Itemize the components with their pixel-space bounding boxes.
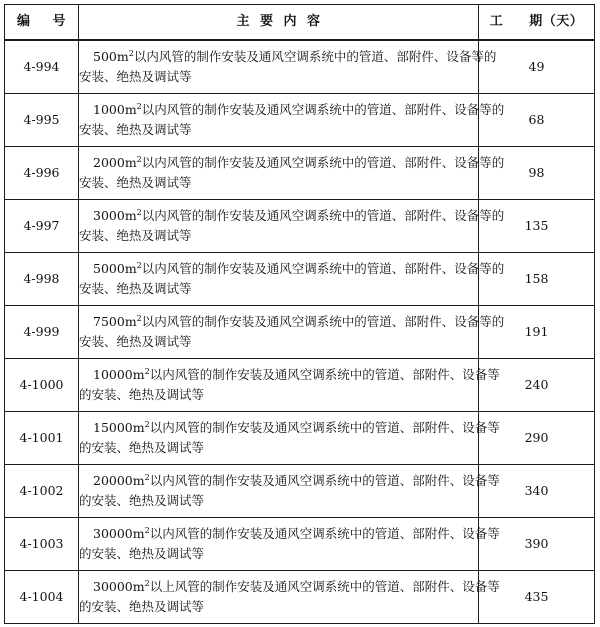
row-text-line1: 以内风管的制作安装及通风空调系统中的管道、部附件、设备等的 — [141, 260, 505, 276]
row-content-line1 — [79, 259, 505, 279]
table-row — [5, 146, 595, 199]
table-row — [5, 93, 595, 146]
row-unit-exponent: 2 — [144, 419, 150, 429]
row-area: 30000 — [93, 578, 133, 594]
row-days: 340 — [479, 464, 595, 517]
row-area: 2000 — [93, 154, 125, 170]
row-text-line2: 的安装、绝热及调试等 — [79, 386, 205, 402]
row-area: 10000 — [93, 366, 133, 382]
header-content-char: 内 — [283, 14, 298, 29]
row-days: 49 — [479, 40, 595, 93]
row-unit-exponent: 2 — [128, 48, 134, 58]
row-content — [79, 570, 500, 623]
header-days-part: 期（天） — [529, 14, 584, 29]
row-content-line1 — [79, 206, 505, 226]
header-content-char: 容 — [307, 14, 321, 29]
row-code: 4-998 — [5, 252, 79, 305]
row-text-line2: 安装、绝热及调试等 — [79, 227, 192, 243]
row-code: 4-997 — [5, 199, 79, 252]
row-code: 4-1002 — [5, 464, 79, 517]
construction-period-table — [4, 4, 595, 624]
table-body — [5, 40, 595, 623]
row-content — [79, 40, 497, 93]
row-text-line2: 安装、绝热及调试等 — [79, 121, 192, 137]
row-unit-exponent: 2 — [144, 578, 150, 588]
row-days: 290 — [479, 411, 595, 464]
row-code: 4-994 — [5, 40, 79, 93]
row-code: 4-1004 — [5, 570, 79, 623]
table-row — [5, 358, 595, 411]
header-days-part: 工 — [489, 14, 504, 29]
row-text-line2: 的安装、绝热及调试等 — [79, 598, 205, 614]
header-content-char: 主 — [236, 14, 250, 29]
row-code: 4-1003 — [5, 517, 79, 570]
row-text-line1: 以内风管的制作安装及通风空调系统中的管道、部附件、设备等的 — [133, 48, 497, 64]
row-code: 4-995 — [5, 93, 79, 146]
table-row — [5, 199, 595, 252]
row-content-line1 — [79, 47, 497, 67]
table-header — [5, 5, 595, 41]
row-code: 4-1000 — [5, 358, 79, 411]
row-content — [79, 199, 505, 252]
row-unit-exponent: 2 — [144, 366, 150, 376]
row-text-line1: 以上风管的制作安装及通风空调系统中的管道、部附件、设备等 — [149, 578, 500, 594]
row-unit-exponent: 2 — [144, 472, 150, 482]
row-unit-exponent: 2 — [136, 207, 142, 217]
row-content — [79, 517, 500, 570]
row-unit: m — [132, 525, 145, 541]
row-unit: m — [132, 472, 145, 488]
column-header-days — [479, 5, 595, 41]
table-row — [5, 570, 595, 623]
row-content-line1 — [79, 312, 505, 332]
row-text-line1: 以内风管的制作安装及通风空调系统中的管道、部附件、设备等的 — [141, 313, 505, 329]
row-text-line1: 以内风管的制作安装及通风空调系统中的管道、部附件、设备等 — [149, 366, 500, 382]
row-area: 20000 — [93, 472, 133, 488]
header-code-char: 号 — [52, 14, 66, 29]
row-days: 240 — [479, 358, 595, 411]
row-code: 4-1001 — [5, 411, 79, 464]
row-unit: m — [124, 260, 137, 276]
table-row — [5, 305, 595, 358]
row-text-line2: 安装、绝热及调试等 — [79, 333, 192, 349]
row-unit-exponent: 2 — [144, 525, 150, 535]
row-content — [79, 305, 505, 358]
table-row — [5, 517, 595, 570]
column-header-code — [5, 5, 79, 41]
row-unit: m — [132, 419, 145, 435]
row-content-line1 — [79, 418, 500, 438]
table-row — [5, 252, 595, 305]
row-content — [79, 146, 505, 199]
header-content-char: 要 — [259, 14, 274, 29]
row-unit: m — [124, 101, 137, 117]
row-unit-exponent: 2 — [136, 154, 142, 164]
row-content — [79, 93, 505, 146]
row-area: 30000 — [93, 525, 133, 541]
row-days: 98 — [479, 146, 595, 199]
row-text-line1: 以内风管的制作安装及通风空调系统中的管道、部附件、设备等的 — [141, 154, 505, 170]
row-unit: m — [124, 313, 137, 329]
table-row — [5, 464, 595, 517]
row-days: 435 — [479, 570, 595, 623]
row-content — [79, 252, 505, 305]
row-content — [79, 358, 500, 411]
row-content-line1 — [79, 365, 500, 385]
row-content-line1 — [79, 100, 505, 120]
row-text-line1: 以内风管的制作安装及通风空调系统中的管道、部附件、设备等 — [149, 419, 500, 435]
header-code-char: 编 — [17, 14, 31, 29]
header-row — [5, 5, 595, 41]
row-content — [79, 464, 500, 517]
row-text-line1: 以内风管的制作安装及通风空调系统中的管道、部附件、设备等 — [149, 472, 500, 488]
row-content-line1 — [79, 153, 505, 173]
row-unit: m — [132, 366, 145, 382]
row-text-line2: 的安装、绝热及调试等 — [79, 439, 205, 455]
row-text-line1: 以内风管的制作安装及通风空调系统中的管道、部附件、设备等的 — [141, 207, 505, 223]
row-unit: m — [124, 154, 137, 170]
row-days: 191 — [479, 305, 595, 358]
row-unit: m — [132, 578, 145, 594]
row-code: 4-996 — [5, 146, 79, 199]
row-content-line1 — [79, 577, 500, 597]
row-text-line2: 安装、绝热及调试等 — [79, 174, 192, 190]
row-content — [79, 411, 500, 464]
row-unit-exponent: 2 — [136, 101, 142, 111]
row-area: 500 — [93, 48, 117, 64]
row-days: 390 — [479, 517, 595, 570]
row-unit: m — [116, 48, 129, 64]
row-days: 135 — [479, 199, 595, 252]
row-area: 1000 — [93, 101, 125, 117]
row-code: 4-999 — [5, 305, 79, 358]
row-text-line2: 的安装、绝热及调试等 — [79, 492, 205, 508]
table-row — [5, 40, 595, 93]
row-text-line1: 以内风管的制作安装及通风空调系统中的管道、部附件、设备等 — [149, 525, 500, 541]
row-text-line1: 以内风管的制作安装及通风空调系统中的管道、部附件、设备等的 — [141, 101, 505, 117]
row-days: 68 — [479, 93, 595, 146]
row-area: 3000 — [93, 207, 125, 223]
row-days: 158 — [479, 252, 595, 305]
column-header-content — [79, 5, 479, 41]
row-text-line2: 安装、绝热及调试等 — [79, 280, 192, 296]
row-content-line1 — [79, 471, 500, 491]
row-content-line1 — [79, 524, 500, 544]
row-text-line2: 安装、绝热及调试等 — [79, 68, 192, 84]
row-area: 5000 — [93, 260, 125, 276]
row-unit-exponent: 2 — [136, 313, 142, 323]
row-unit: m — [124, 207, 137, 223]
row-unit-exponent: 2 — [136, 260, 142, 270]
table-row — [5, 411, 595, 464]
row-text-line2: 的安装、绝热及调试等 — [79, 545, 205, 561]
row-area: 15000 — [93, 419, 133, 435]
row-area: 7500 — [93, 313, 125, 329]
